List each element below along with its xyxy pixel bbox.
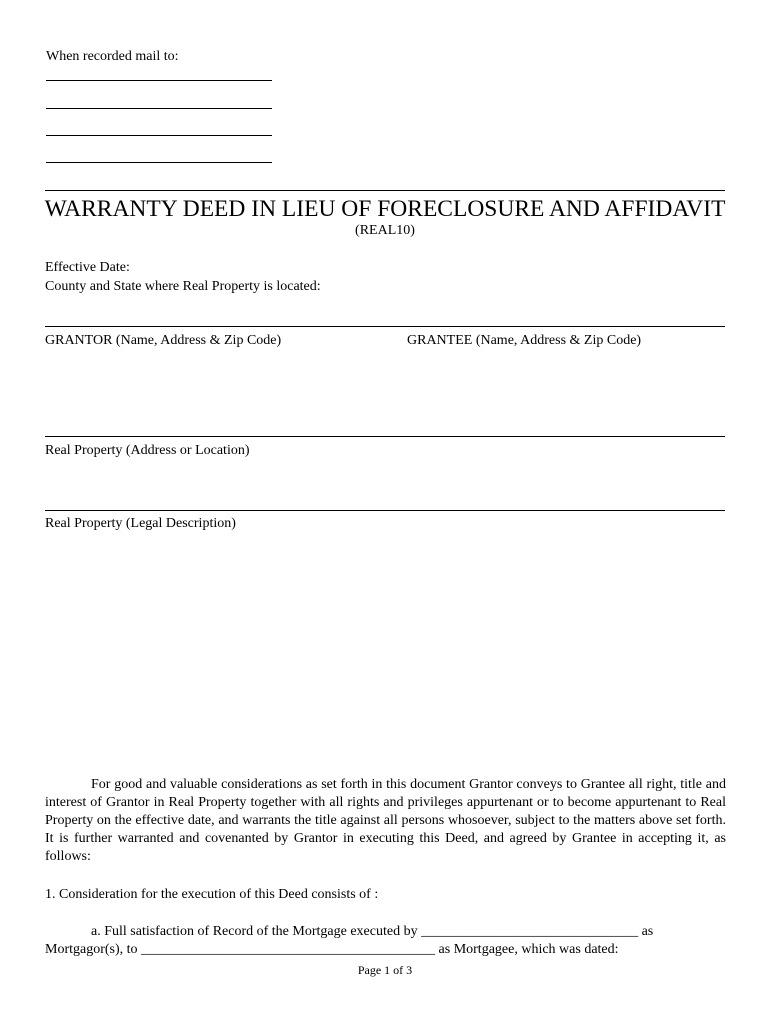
grantee-label: GRANTEE (Name, Address & Zip Code) xyxy=(407,333,642,348)
county-state-label: County and State where Real Property is located: xyxy=(45,279,321,294)
effective-date-label: Effective Date: xyxy=(45,260,130,275)
consideration-item-1a-line-1: a. Full satisfaction of Record of the Mortgage executed by _______________________________ as xyxy=(91,924,654,939)
mail-address-line-3[interactable] xyxy=(46,135,272,136)
grantor-label: GRANTOR (Name, Address & Zip Code) xyxy=(45,333,282,348)
property-address-label: Real Property (Address or Location) xyxy=(45,443,250,458)
consideration-item-1a-line-2: Mortgagor(s), to __________________________________________ as Mortgagee, which was dated: xyxy=(45,942,619,957)
document-title: WARRANTY DEED IN LIEU OF FORECLOSURE AND AFFIDAVIT xyxy=(44,196,726,222)
conveyance-paragraph: For good and valuable considerations as set forth in this document Grantor conveys to Grantee all right, title and interest of Grantor in Real Property together with all rights and privileges appurtenant or to become appurtenant to Real Property on the effective date, and warrants the title against all persons whosoever, subject to the matters above set forth. It is further warranted and covenanted by Grantor in executing this Deed, and agreed by Grantee in accepting it, as follows: xyxy=(45,777,726,864)
consideration-item-1: 1. Consideration for the execution of this Deed consists of : xyxy=(45,887,379,902)
mail-address-line-4[interactable] xyxy=(46,162,272,163)
property-address-rule xyxy=(45,436,725,437)
title-top-rule xyxy=(45,190,725,191)
mail-address-line-2[interactable] xyxy=(46,108,272,109)
property-legal-rule xyxy=(45,510,725,511)
page-number: Page 1 of 3 xyxy=(357,963,413,977)
form-code: (REAL10) xyxy=(355,223,415,238)
property-legal-label: Real Property (Legal Description) xyxy=(45,516,236,531)
parties-rule xyxy=(45,326,725,327)
mail-address-line-1[interactable] xyxy=(46,80,272,81)
recorded-mail-label: When recorded mail to: xyxy=(46,49,179,64)
